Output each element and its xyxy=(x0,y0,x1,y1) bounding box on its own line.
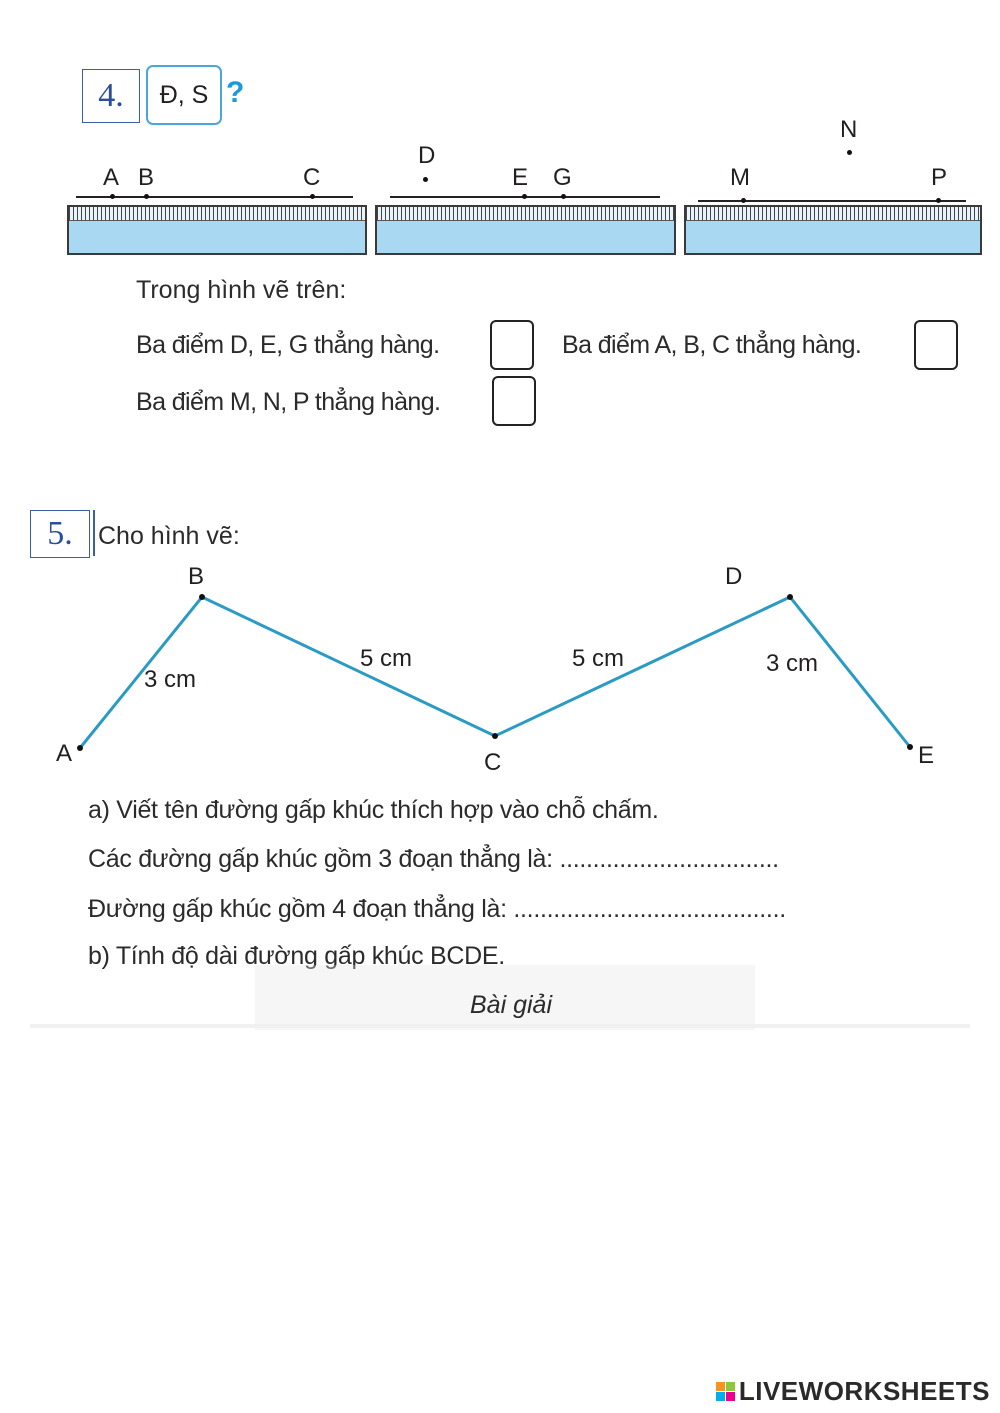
ruler-3 xyxy=(684,205,982,255)
vertex-label-e: E xyxy=(918,742,935,769)
ruler-2 xyxy=(375,205,676,255)
answer-line-2: Đường gấp khúc gồm 4 đoạn thẳng là: ......................................... xyxy=(88,895,786,923)
vertex-label-a: A xyxy=(56,740,73,767)
statement-deg: Ba điểm D, E, G thẳng hàng. xyxy=(136,331,440,359)
point-a xyxy=(110,194,115,199)
point-p xyxy=(936,198,941,203)
q4-intro: Trong hình vẽ trên: xyxy=(136,276,347,304)
vertex-a xyxy=(77,745,83,751)
label-b: B xyxy=(138,164,155,191)
answer-box-abc[interactable] xyxy=(914,320,958,370)
part-a: a) Viết tên đường gấp khúc thích hợp vào chỗ chấm. xyxy=(88,796,659,824)
vertex-label-c: C xyxy=(484,749,502,776)
answer-box-deg[interactable] xyxy=(490,320,534,370)
label-p: P xyxy=(931,164,948,191)
answer-box-mnp[interactable] xyxy=(492,376,536,426)
answer-line-1: Các đường gấp khúc gồm 3 đoạn thẳng là: ................................. xyxy=(88,845,779,873)
label-c: C xyxy=(303,164,321,191)
part-b: b) Tính độ dài đường gấp khúc BCDE. xyxy=(88,942,505,970)
ds-badge: Đ, S xyxy=(146,65,222,125)
q5-intro: Cho hình vẽ: xyxy=(98,522,240,550)
help-icon: ? xyxy=(226,76,245,109)
length-ab: 3 cm xyxy=(144,666,197,693)
point-d xyxy=(423,177,428,182)
brand-name: LIVEWORKSHEETS xyxy=(738,1376,990,1406)
label-e: E xyxy=(512,164,529,191)
logo-mark-icon xyxy=(716,1382,735,1401)
label-d: D xyxy=(418,142,436,169)
question-5-number: 5. xyxy=(30,510,90,558)
logo-square-2 xyxy=(726,1382,735,1391)
statement-mnp: Ba điểm M, N, P thẳng hàng. xyxy=(136,388,441,416)
question-4-number: 4. xyxy=(82,69,140,123)
label-a: A xyxy=(103,164,120,191)
label-g: G xyxy=(553,164,572,191)
vertex-label-d: D xyxy=(725,563,743,590)
vertex-e xyxy=(907,744,913,750)
point-m xyxy=(741,198,746,203)
length-cd: 5 cm xyxy=(572,645,625,672)
section-edge xyxy=(30,1024,970,1028)
label-n: N xyxy=(840,116,858,143)
length-de: 3 cm xyxy=(766,650,819,677)
number-divider xyxy=(93,510,95,556)
statement-abc: Ba điểm A, B, C thẳng hàng. xyxy=(562,331,862,359)
vertex-label-b: B xyxy=(188,563,205,590)
point-c xyxy=(310,194,315,199)
line-mp xyxy=(698,200,966,202)
solution-title: Bài giải xyxy=(470,991,552,1019)
logo-square-3 xyxy=(716,1392,725,1401)
liveworksheets-logo xyxy=(716,1376,990,1407)
label-m: M xyxy=(730,164,750,191)
point-b xyxy=(144,194,149,199)
ruler-1 xyxy=(67,205,367,255)
vertex-d xyxy=(787,594,793,600)
point-e xyxy=(522,194,527,199)
logo-square-4 xyxy=(726,1392,735,1401)
point-n xyxy=(847,150,852,155)
length-bc: 5 cm xyxy=(360,645,413,672)
vertex-c xyxy=(492,733,498,739)
point-g xyxy=(561,194,566,199)
logo-square-1 xyxy=(716,1382,725,1391)
vertex-b xyxy=(199,594,205,600)
